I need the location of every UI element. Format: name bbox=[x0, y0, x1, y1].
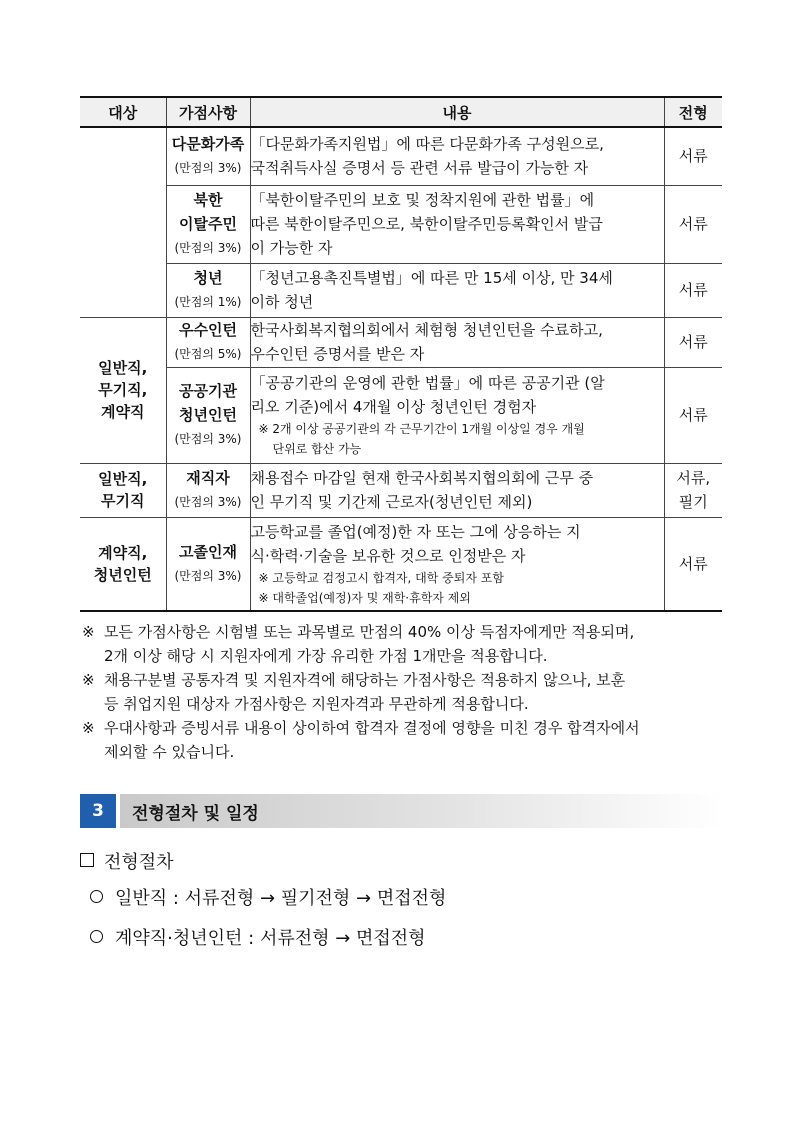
process-heading-text: 전형절차 bbox=[104, 852, 174, 873]
method-text: 서류 bbox=[678, 333, 708, 351]
note-line: 우대사항과 증빙서류 내용이 상이하여 합격자 결정에 영향을 미친 경우 합격자에서 bbox=[104, 719, 640, 737]
item-name bbox=[167, 132, 250, 156]
content-line: 따른 북한이탈주민으로, 북한이탈주민등록확인서 발급 bbox=[250, 215, 603, 233]
item-cell bbox=[166, 517, 250, 611]
method-cell bbox=[664, 185, 722, 263]
item-name-text: 우수인턴 bbox=[179, 321, 237, 339]
content-line: 「다문화가족지원법」에 따른 다문화가족 구성원으로, bbox=[250, 135, 604, 154]
max-points: (만점의 3%) bbox=[174, 241, 242, 255]
note-item bbox=[82, 716, 730, 764]
max-points: (만점의 3%) bbox=[174, 161, 242, 176]
process-item-text: 일반직 : 서류전형 → 필기전형 → 면접전형 bbox=[115, 888, 447, 909]
item-cell bbox=[166, 367, 250, 463]
process-item bbox=[90, 924, 426, 950]
content-line: 「청년고용촉진특별법」에 따른 만 15세 이상, 만 34세 bbox=[250, 269, 613, 287]
header-item: 가점사항 bbox=[166, 97, 250, 127]
method-text: 서류 bbox=[678, 147, 708, 166]
method-cell bbox=[664, 463, 722, 517]
note-line: 2개 이상 해당 시 지원자에게 가장 유리한 가점 1개만을 적용합니다. bbox=[104, 647, 548, 665]
note-text bbox=[104, 668, 625, 716]
item-name bbox=[167, 318, 250, 342]
item-name bbox=[167, 466, 250, 490]
content-line: 인 무기직 및 기간제 근로자(청년인턴 제외) bbox=[250, 493, 533, 511]
target-cell bbox=[80, 127, 166, 317]
header-content: 내용 bbox=[250, 97, 664, 127]
section-number: 3 bbox=[80, 794, 116, 828]
content-line: 리오 기준)에서 4개월 이상 청년인턴 경험자 bbox=[250, 398, 537, 416]
item-name-text: 이탈주민 bbox=[179, 215, 237, 233]
target-text: 일반직, bbox=[98, 470, 148, 488]
content-cell bbox=[250, 185, 664, 263]
max-points: (만점의 1%) bbox=[174, 295, 242, 309]
table-row bbox=[80, 463, 722, 517]
content-line: 이 가능한 자 bbox=[250, 239, 333, 257]
item-name-text: 청년인턴 bbox=[179, 406, 237, 424]
circle-bullet-icon bbox=[90, 890, 103, 903]
method-text: 서류 bbox=[678, 554, 708, 573]
max-points: (만점의 5%) bbox=[174, 347, 242, 361]
target-text: 계약직, bbox=[98, 543, 148, 562]
item-name-text: 다문화가족 bbox=[171, 135, 245, 154]
table-row bbox=[80, 517, 722, 611]
item-name bbox=[167, 540, 250, 564]
section-title: 전형절차 및 일정 bbox=[120, 794, 722, 828]
target-text: 청년인턴 bbox=[93, 565, 152, 584]
item-cell bbox=[166, 317, 250, 367]
target-cell bbox=[80, 463, 166, 517]
table-row bbox=[80, 263, 722, 317]
max-points: (만점의 3%) bbox=[174, 432, 242, 446]
content-cell bbox=[250, 127, 664, 185]
item-name bbox=[167, 266, 250, 290]
content-line: 「북한이탈주민의 보호 및 정착지원에 관한 법률」에 bbox=[250, 191, 595, 209]
reference-mark-icon: ※ bbox=[82, 623, 95, 641]
item-cell bbox=[166, 463, 250, 517]
method-cell bbox=[664, 317, 722, 367]
item-cell bbox=[166, 263, 250, 317]
note-line: 채용구분별 공통자격 및 지원자격에 해당하는 가점사항은 적용하지 않으나, 보훈 bbox=[104, 671, 626, 689]
content-note: ※ 2개 이상 공공기관의 각 근무기간이 1개월 이상일 경우 개월 bbox=[258, 422, 585, 436]
content-line: 국적취득사실 증명서 등 관련 서류 발급이 가능한 자 bbox=[250, 159, 589, 178]
target-text: 무기직 bbox=[101, 492, 145, 510]
item-name-text: 공공기관 bbox=[179, 382, 237, 400]
content-line: 식·학력·기술을 보유한 것으로 인정받은 자 bbox=[250, 546, 526, 565]
item-name-text: 재직자 bbox=[186, 469, 230, 487]
bonus-points-table bbox=[80, 96, 722, 612]
method-text: 필기 bbox=[678, 493, 708, 511]
content-line: 우수인턴 증명서를 받은 자 bbox=[250, 345, 425, 363]
method-text: 서류 bbox=[678, 281, 708, 299]
item-name-text: 청년 bbox=[193, 269, 223, 287]
note-item bbox=[82, 668, 730, 716]
content-line: 한국사회복지협의회에서 체험형 청년인턴을 수료하고, bbox=[250, 321, 603, 339]
max-points: (만점의 3%) bbox=[174, 568, 242, 583]
reference-mark-icon: ※ bbox=[82, 719, 95, 737]
table-row bbox=[80, 317, 722, 367]
item-cell bbox=[166, 185, 250, 263]
circle-bullet-icon bbox=[90, 930, 103, 943]
content-cell bbox=[250, 317, 664, 367]
target-text: 무기직, bbox=[98, 381, 148, 399]
max-points: (만점의 3%) bbox=[174, 495, 242, 509]
note-text bbox=[104, 716, 640, 764]
content-cell bbox=[250, 263, 664, 317]
content-note: 단위로 합산 가능 bbox=[272, 442, 362, 456]
method-cell bbox=[664, 517, 722, 611]
method-text: 서류, bbox=[676, 469, 711, 487]
note-line: 모든 가점사항은 시험별 또는 과목별로 만점의 40% 이상 득점자에게만 적용되며, bbox=[104, 623, 635, 641]
target-cell bbox=[80, 517, 166, 611]
note-text bbox=[104, 620, 634, 668]
method-cell bbox=[664, 367, 722, 463]
note-item bbox=[82, 620, 730, 668]
note-line: 등 취업지원 대상자 가점사항은 지원자격과 무관하게 적용합니다. bbox=[104, 695, 529, 713]
target-cell bbox=[80, 317, 166, 463]
content-cell bbox=[250, 517, 664, 611]
method-text: 서류 bbox=[678, 406, 708, 424]
process-heading bbox=[80, 848, 174, 874]
table-row bbox=[80, 185, 722, 263]
content-line: 고등학교를 졸업(예정)한 자 또는 그에 상응하는 지 bbox=[250, 522, 581, 541]
content-cell bbox=[250, 367, 664, 463]
content-note: ※ 고등학교 검정고시 합격자, 대학 중퇴자 포함 bbox=[258, 570, 504, 585]
content-line: 채용접수 마감일 현재 한국사회복지협의회에 근무 중 bbox=[250, 469, 594, 487]
item-name bbox=[167, 379, 250, 427]
table-row bbox=[80, 367, 722, 463]
process-item-text: 계약직·청년인턴 : 서류전형 → 면접전형 bbox=[115, 928, 426, 949]
item-name-text: 고졸인재 bbox=[179, 542, 237, 561]
table-header-row bbox=[80, 97, 722, 127]
content-line: 이하 청년 bbox=[250, 293, 314, 311]
table-row bbox=[80, 127, 722, 185]
section-header bbox=[80, 794, 722, 828]
content-cell bbox=[250, 463, 664, 517]
header-method: 전형 bbox=[664, 97, 722, 127]
header-target: 대상 bbox=[80, 97, 166, 127]
target-text: 일반직, bbox=[98, 359, 148, 377]
square-bullet-icon bbox=[80, 853, 94, 867]
item-name bbox=[167, 188, 250, 236]
content-line: 「공공기관의 운영에 관한 법률」에 따른 공공기관 (알 bbox=[250, 374, 605, 392]
content-note: ※ 대학졸업(예정)자 및 재학·휴학자 제외 bbox=[258, 590, 471, 605]
method-cell bbox=[664, 127, 722, 185]
process-item bbox=[90, 884, 446, 910]
target-text: 계약직 bbox=[101, 403, 145, 421]
item-cell bbox=[166, 127, 250, 185]
notes-block bbox=[82, 620, 730, 764]
reference-mark-icon: ※ bbox=[82, 671, 95, 689]
method-text: 서류 bbox=[678, 215, 708, 233]
item-name-text: 북한 bbox=[193, 191, 223, 209]
note-line: 제외할 수 있습니다. bbox=[104, 743, 235, 761]
method-cell bbox=[664, 263, 722, 317]
